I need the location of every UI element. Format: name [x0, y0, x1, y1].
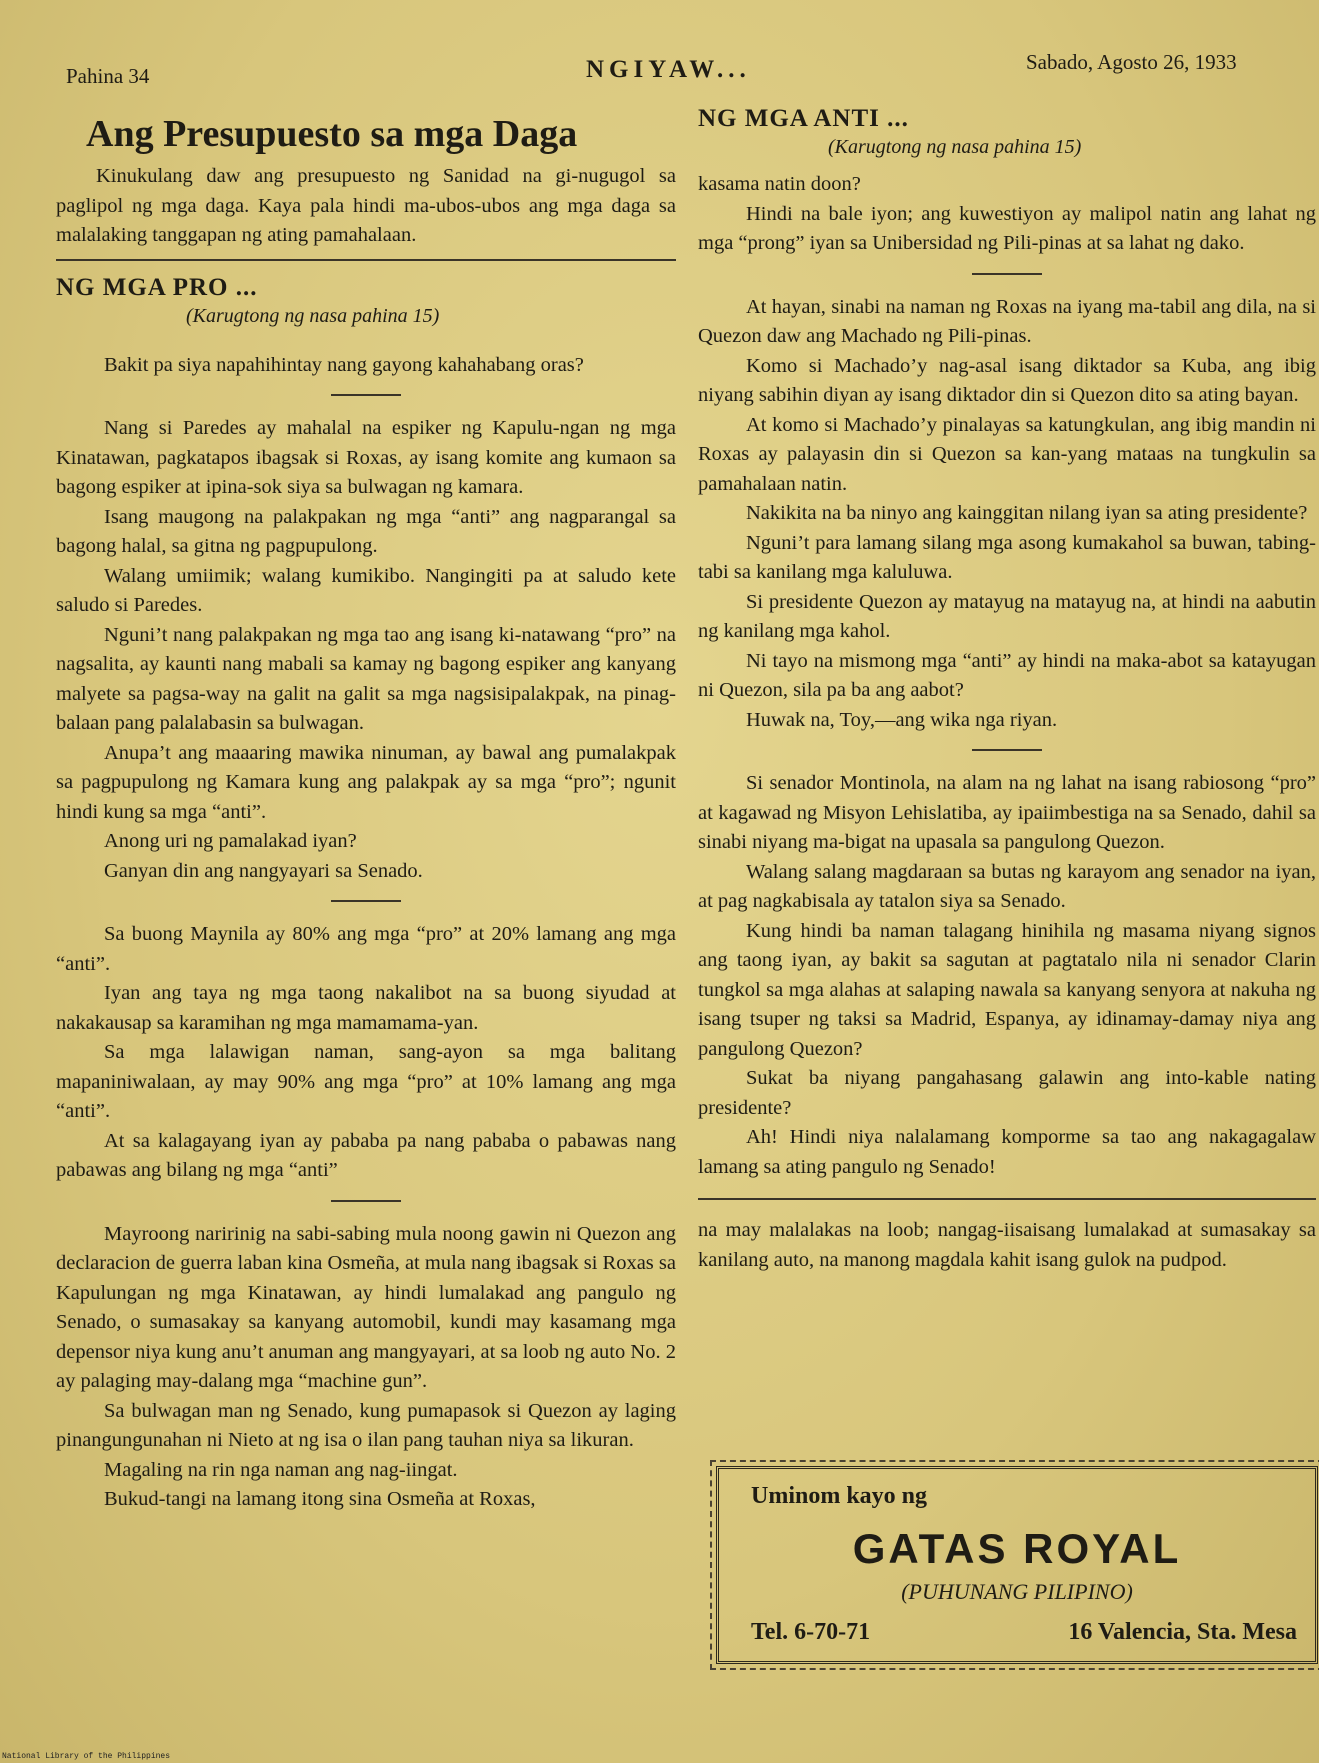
paragraph: Si senador Montinola, na alam na ng lahat na isang rabiosong “pro” at kagawad ng Misyon Lehislatiba, ay ipaiimbestiga na sa Senado, dahil sa sinabi niyang ma-bigat na upasala sa pangulong Quezon.	[698, 772, 1316, 853]
ad-brand-name: GATAS ROYAL	[852, 1525, 1182, 1572]
paragraph: Kung hindi ba naman talagang hinihila ng masama niyang signos ang taong iyan, ay bakit sa sagutan at pagtatalo nila ni senador Clarin tungkol sa mga alahas at salaping nawala sa kanyang senyora at nakuha ng isang tsuper ng taksi sa Madrid, Espanya, ay idinamay-damay niya ang pangulong Quezon?	[698, 919, 1316, 1060]
paragraph: Iyan ang taya ng mga taong nakalibot na sa buong siyudad at nakakausap sa karamihan ng mga mamamama-yan.	[56, 982, 676, 1034]
divider	[698, 1198, 1316, 1200]
advertisement-box	[716, 1466, 1318, 1664]
paragraph: kasama natin doon?	[698, 173, 861, 195]
divider	[56, 259, 676, 261]
headline-body: Kinukulang daw ang presupuesto ng Sanidad na gi-nugugol sa paglipol ng mga daga. Kaya pala hindi ma-ubos-ubos ang mga daga sa malalaking tanggapan ng ating pamahalaan.	[56, 165, 676, 246]
paragraph: Anupa’t ang maaaring mawika ninuman, ay bawal ang pumalakpak sa pagpupulong ng Kamara kung ang palakpak ay sa mga “pro”; ngunit hindi kung sa mga “anti”.	[56, 741, 676, 823]
issue-date: Sabado, Agosto 26, 1933	[1026, 50, 1237, 74]
paragraph: Ni tayo na mismong mga “anti” ay hindi na maka-abot sa katayugan ni Quezon, sila pa ba ang aabot?	[698, 649, 1316, 701]
divider	[331, 1200, 401, 1202]
paragraph: Bukud-tangi na lamang itong sina Osmeña at Roxas,	[104, 1488, 536, 1510]
ad-telephone: Tel. 6-70-71	[751, 1619, 871, 1645]
paragraph: Sa bulwagan man ng Senado, kung pumapasok si Quezon ay laging pinangungunahan ni Nieto at ng isa o ilan pang tauhan niya sa likuran.	[56, 1399, 676, 1451]
paragraph: Walang umiimik; walang kumikibo. Nangingiti pa at saludo kete saludo si Paredes.	[56, 564, 676, 616]
paragraph: Bakit pa siya napahihintay nang gayong kahahabang oras?	[104, 353, 584, 376]
publication-name: NGIYAW...	[586, 56, 751, 83]
library-credit: National Library of the Philippines	[2, 1752, 171, 1761]
paragraph: Walang salang magdaraan sa butas ng karayom ang senador na iyan, at pag nagkabisala ay tatalon siya sa Senado.	[698, 860, 1316, 912]
paragraph: Hindi na bale iyon; ang kuwestiyon ay malipol natin ang lahat ng mga “prong” iyan sa Unibersidad ng Pili-pinas at sa lahat ng dako.	[698, 202, 1316, 254]
paragraph: Si presidente Quezon ay matayug na matayug na, at hindi na aabutin ng kanilang mga kahol.	[698, 590, 1316, 642]
ad-subtitle: (PUHUNANG PILIPINO)	[901, 1579, 1133, 1604]
paragraph: Nguni’t nang palakpakan ng mga tao ang isang ki-natawang “pro” na nagsalita, ay kaunti nang mabali sa kamay ng bagong espiker ang kanyang malyete sa pagsa-way na galit na galit sa mga nagsisipalakpak, na pinag-balaan pang palalabasin sa bulwagan.	[56, 623, 676, 734]
paragraph: Ah! Hindi niya nalalamang komporme sa tao ang nakagagalaw lamang sa ating pangulo ng Senado!	[698, 1126, 1316, 1178]
left-column	[56, 110, 676, 1515]
paragraph: na may malalakas na loob; nangag-iisaisang lumalakad at sumasakay sa kanilang auto, na manong magdala kahit isang gulok na pudpod.	[698, 1219, 1316, 1271]
paragraph: Sa buong Maynila ay 80% ang mga “pro” at 20% lamang ang mga “anti”.	[56, 923, 676, 975]
section-title-pro: NG MGA PRO ...	[56, 273, 258, 301]
paragraph: Magaling na rin nga naman ang nag-iingat.	[104, 1458, 458, 1481]
page-number: Pahina 34	[66, 64, 150, 88]
paragraph: Huwak na, Toy,—ang wika nga riyan.	[746, 708, 1058, 731]
divider	[331, 394, 401, 396]
continuation-note: (Karugtong ng nasa pahina 15)	[186, 304, 440, 327]
paragraph: At hayan, sinabi na naman ng Roxas na iyang ma-tabil ang dila, na si Quezon daw ang Machado ng Pili-pinas.	[698, 295, 1316, 347]
paragraph: Nang si Paredes ay mahalal na espiker ng Kapulu-ngan ng mga Kinatawan, pagkatapos ibagsak si Roxas, ay isang komite ang kumaon sa bagong espiker at ipina-sok siya sa bulwagan ng kamara.	[56, 417, 676, 498]
paragraph: Sa mga lalawigan naman, sang-ayon sa mga balitang mapaniniwalaan, ay may 90% ang mga “pro” at 10% lamang ang mga “anti”.	[56, 1041, 676, 1122]
paragraph: At komo si Machado’y pinalayas sa katungkulan, ang ibig mandin ni Roxas ay palayasin din si Quezon sa kan-yang mataas na tungkulin sa pamahalaan natin.	[698, 413, 1316, 495]
divider	[972, 749, 1042, 751]
paragraph: Anong uri ng pamalakad iyan?	[104, 830, 357, 852]
paragraph: Mayroong naririnig na sabi-sabing mula noong gawin ni Quezon ang declaracion de guerra laban kina Osmeña, at mula nang ibagsak si Roxas sa Kapulungan ng mga Kinatawan, ay hindi lumalakad ang pangulo ng Senado, o sumasakay sa kanyang automobil, kundi may kasamang mga depensor niya kung anu’t anuman ang mangyayari, at sa loob ng auto No. 2 ay palaging may-dalang mga “machine gun”.	[56, 1222, 676, 1392]
paragraph: Komo si Machado’y nag-asal isang diktador sa Kuba, ang ibig niyang sabihin diyan ay isang diktador din si Quezon dito sa ating bayan.	[698, 354, 1316, 406]
ad-tagline: Uminom kayo ng	[751, 1483, 928, 1509]
paragraph: At sa kalagayang iyan ay pababa pa nang pababa o pabawas nang pabawas ang bilang ng mga “anti”	[56, 1129, 676, 1181]
paragraph: Sukat ba niyang pangahasang galawin ang into-kable nating presidente?	[698, 1067, 1316, 1119]
paragraph: Nguni’t para lamang silang mga asong kumakahol sa buwan, tabing-tabi sa kanilang mga kaluluwa.	[698, 531, 1316, 583]
paragraph: Isang maugong na palakpakan ng mga “anti” ang nagparangal sa bagong halal, sa gitna ng pagpupulong.	[56, 505, 676, 557]
divider	[972, 273, 1042, 275]
divider	[331, 900, 401, 902]
paragraph: Nakikita na ba ninyo ang kainggitan nilang iyan sa ating presidente?	[746, 502, 1308, 524]
continuation-note: (Karugtong ng nasa pahina 15)	[828, 136, 1082, 158]
section-title-anti: NG MGA ANTI ...	[698, 105, 909, 132]
ad-address: 16 Valencia, Sta. Mesa	[1068, 1619, 1297, 1645]
paragraph: Ganyan din ang nangyayari sa Senado.	[104, 859, 423, 882]
headline: Ang Presupuesto sa mga Daga	[86, 113, 578, 155]
right-column	[698, 104, 1316, 1275]
